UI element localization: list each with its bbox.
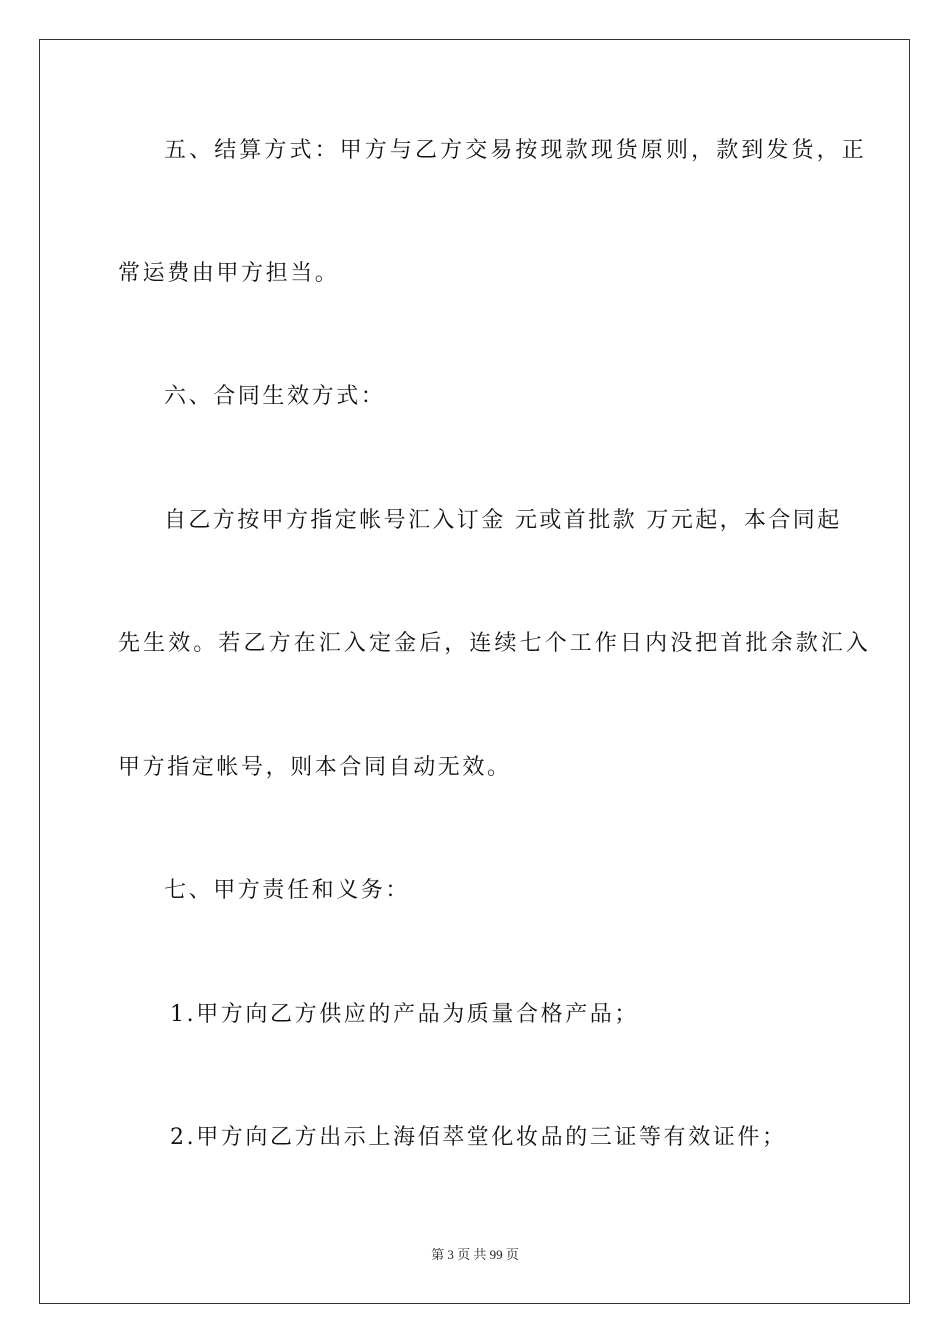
clause-6-line-3: 甲方指定帐号，则本合同自动无效。 — [118, 755, 512, 780]
clause-6-heading: 六、合同生效方式： — [164, 384, 386, 409]
page-footer: 第 3 页 共 99 页 — [431, 1247, 519, 1262]
clause-7-item-2: 2.甲方向乙方出示上海佰萃堂化妆品的三证等有效证件； — [170, 1125, 787, 1150]
page-border — [39, 39, 910, 1304]
clause-6-line-1: 自乙方按甲方指定帐号汇入订金 元或首批款 万元起，本合同起 — [164, 508, 842, 533]
clause-6-line-2: 先生效。若乙方在汇入定金后，连续七个工作日内没把首批余款汇入 — [118, 631, 872, 656]
clause-5-line-1: 五、结算方式：甲方与乙方交易按现款现货原则，款到发货，正 — [164, 138, 867, 163]
clause-7-heading: 七、甲方责任和义务： — [164, 878, 411, 903]
clause-5-line-2: 常运费由甲方担当。 — [118, 261, 340, 286]
clause-7-item-1: 1.甲方向乙方供应的产品为质量合格产品； — [170, 1002, 639, 1027]
